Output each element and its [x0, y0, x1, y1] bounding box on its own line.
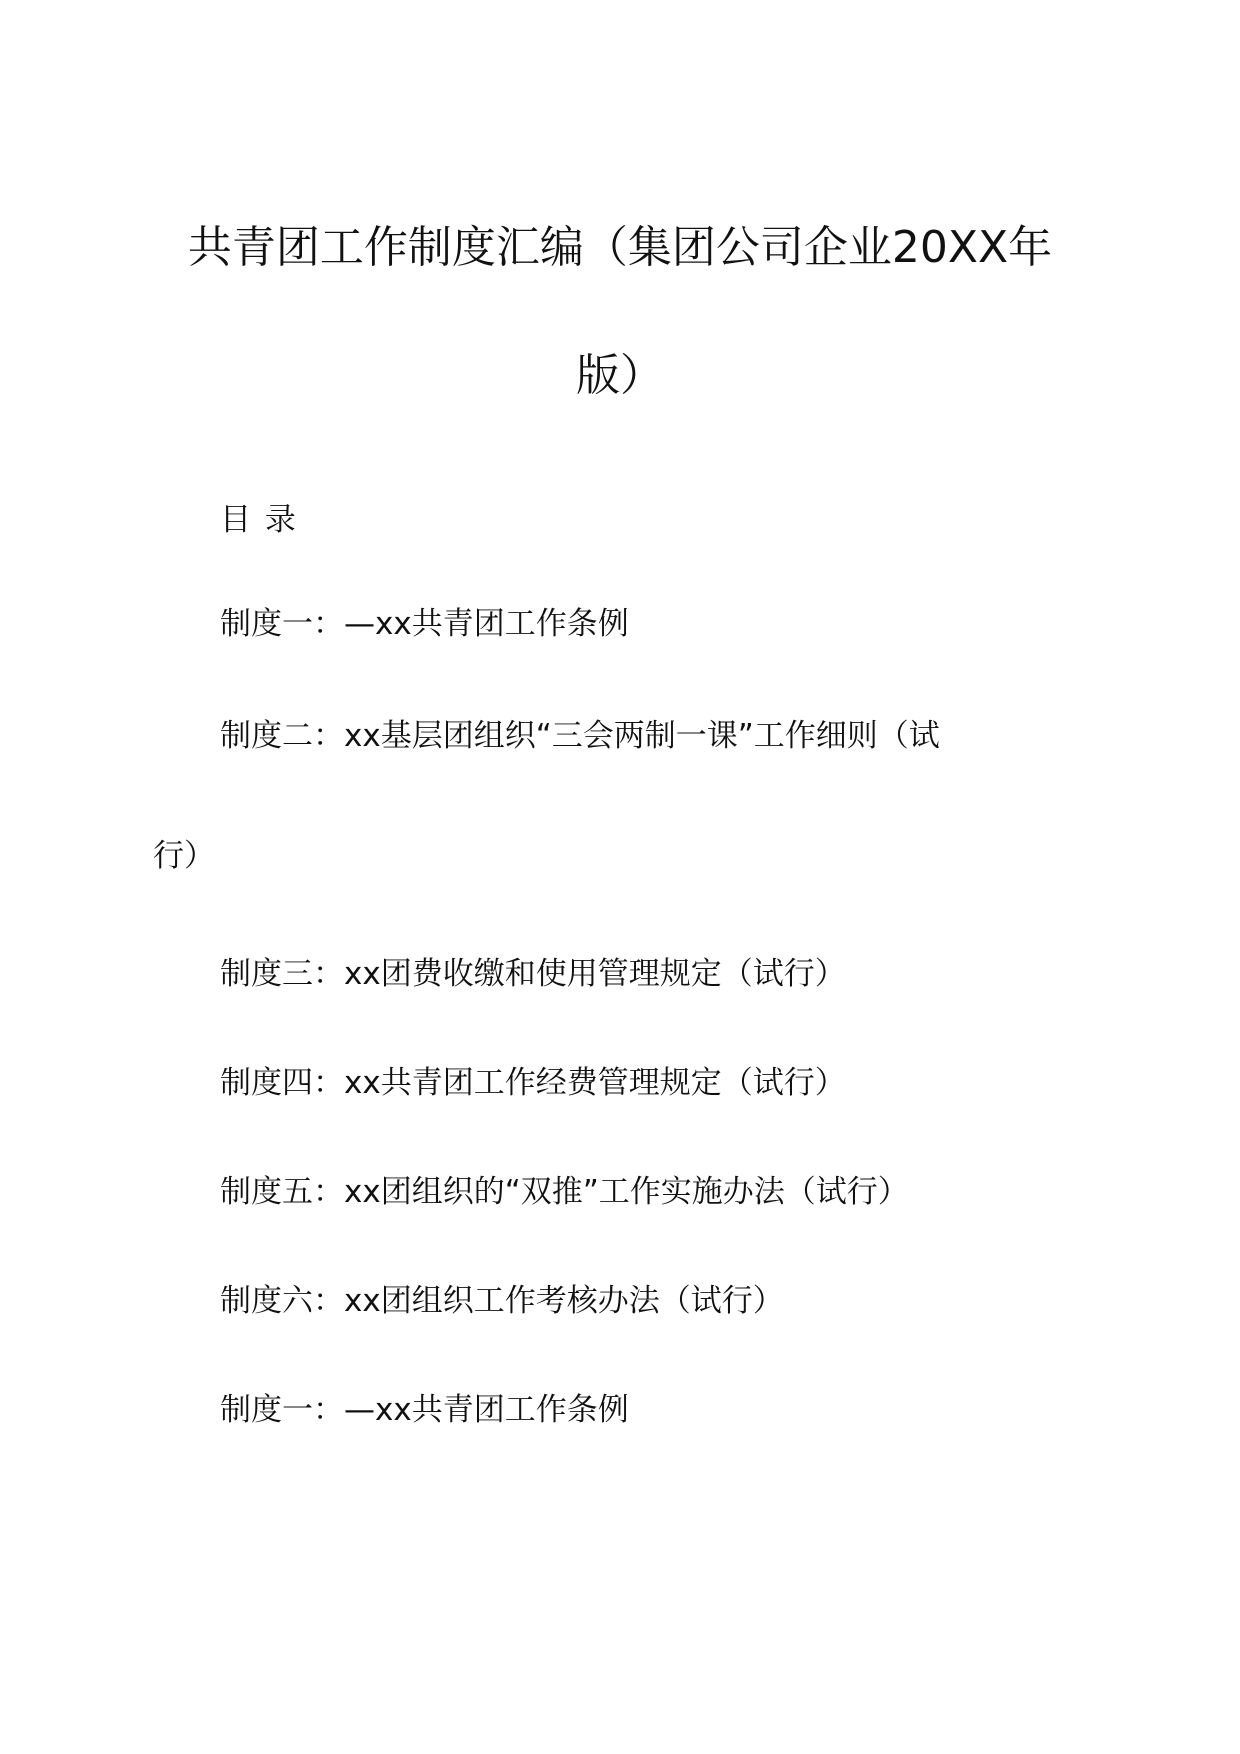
- toc-item-4: 制度四：xx共青团工作经费管理规定（试行）: [220, 1065, 846, 1101]
- toc-heading: 目 录: [220, 502, 298, 538]
- toc-item-5: 制度五：xx团组织的“双推”工作实施办法（试行）: [220, 1174, 909, 1210]
- document-title-line-2: 版）: [576, 350, 664, 401]
- toc-item-1: 制度一：—xx共青团工作条例: [220, 606, 629, 642]
- toc-item-2-continuation: 行）: [153, 838, 215, 874]
- toc-item-6: 制度六：xx团组织工作考核办法（试行）: [220, 1283, 784, 1319]
- toc-item-3: 制度三：xx团费收缴和使用管理规定（试行）: [220, 956, 846, 992]
- document-title-line-1: 共青团工作制度汇编（集团公司企业20XX年: [187, 222, 1053, 273]
- section-heading-1: 制度一：—xx共青团工作条例: [220, 1392, 629, 1428]
- toc-item-2: 制度二：xx基层团组织“三会两制一课”工作细则（试: [220, 718, 940, 754]
